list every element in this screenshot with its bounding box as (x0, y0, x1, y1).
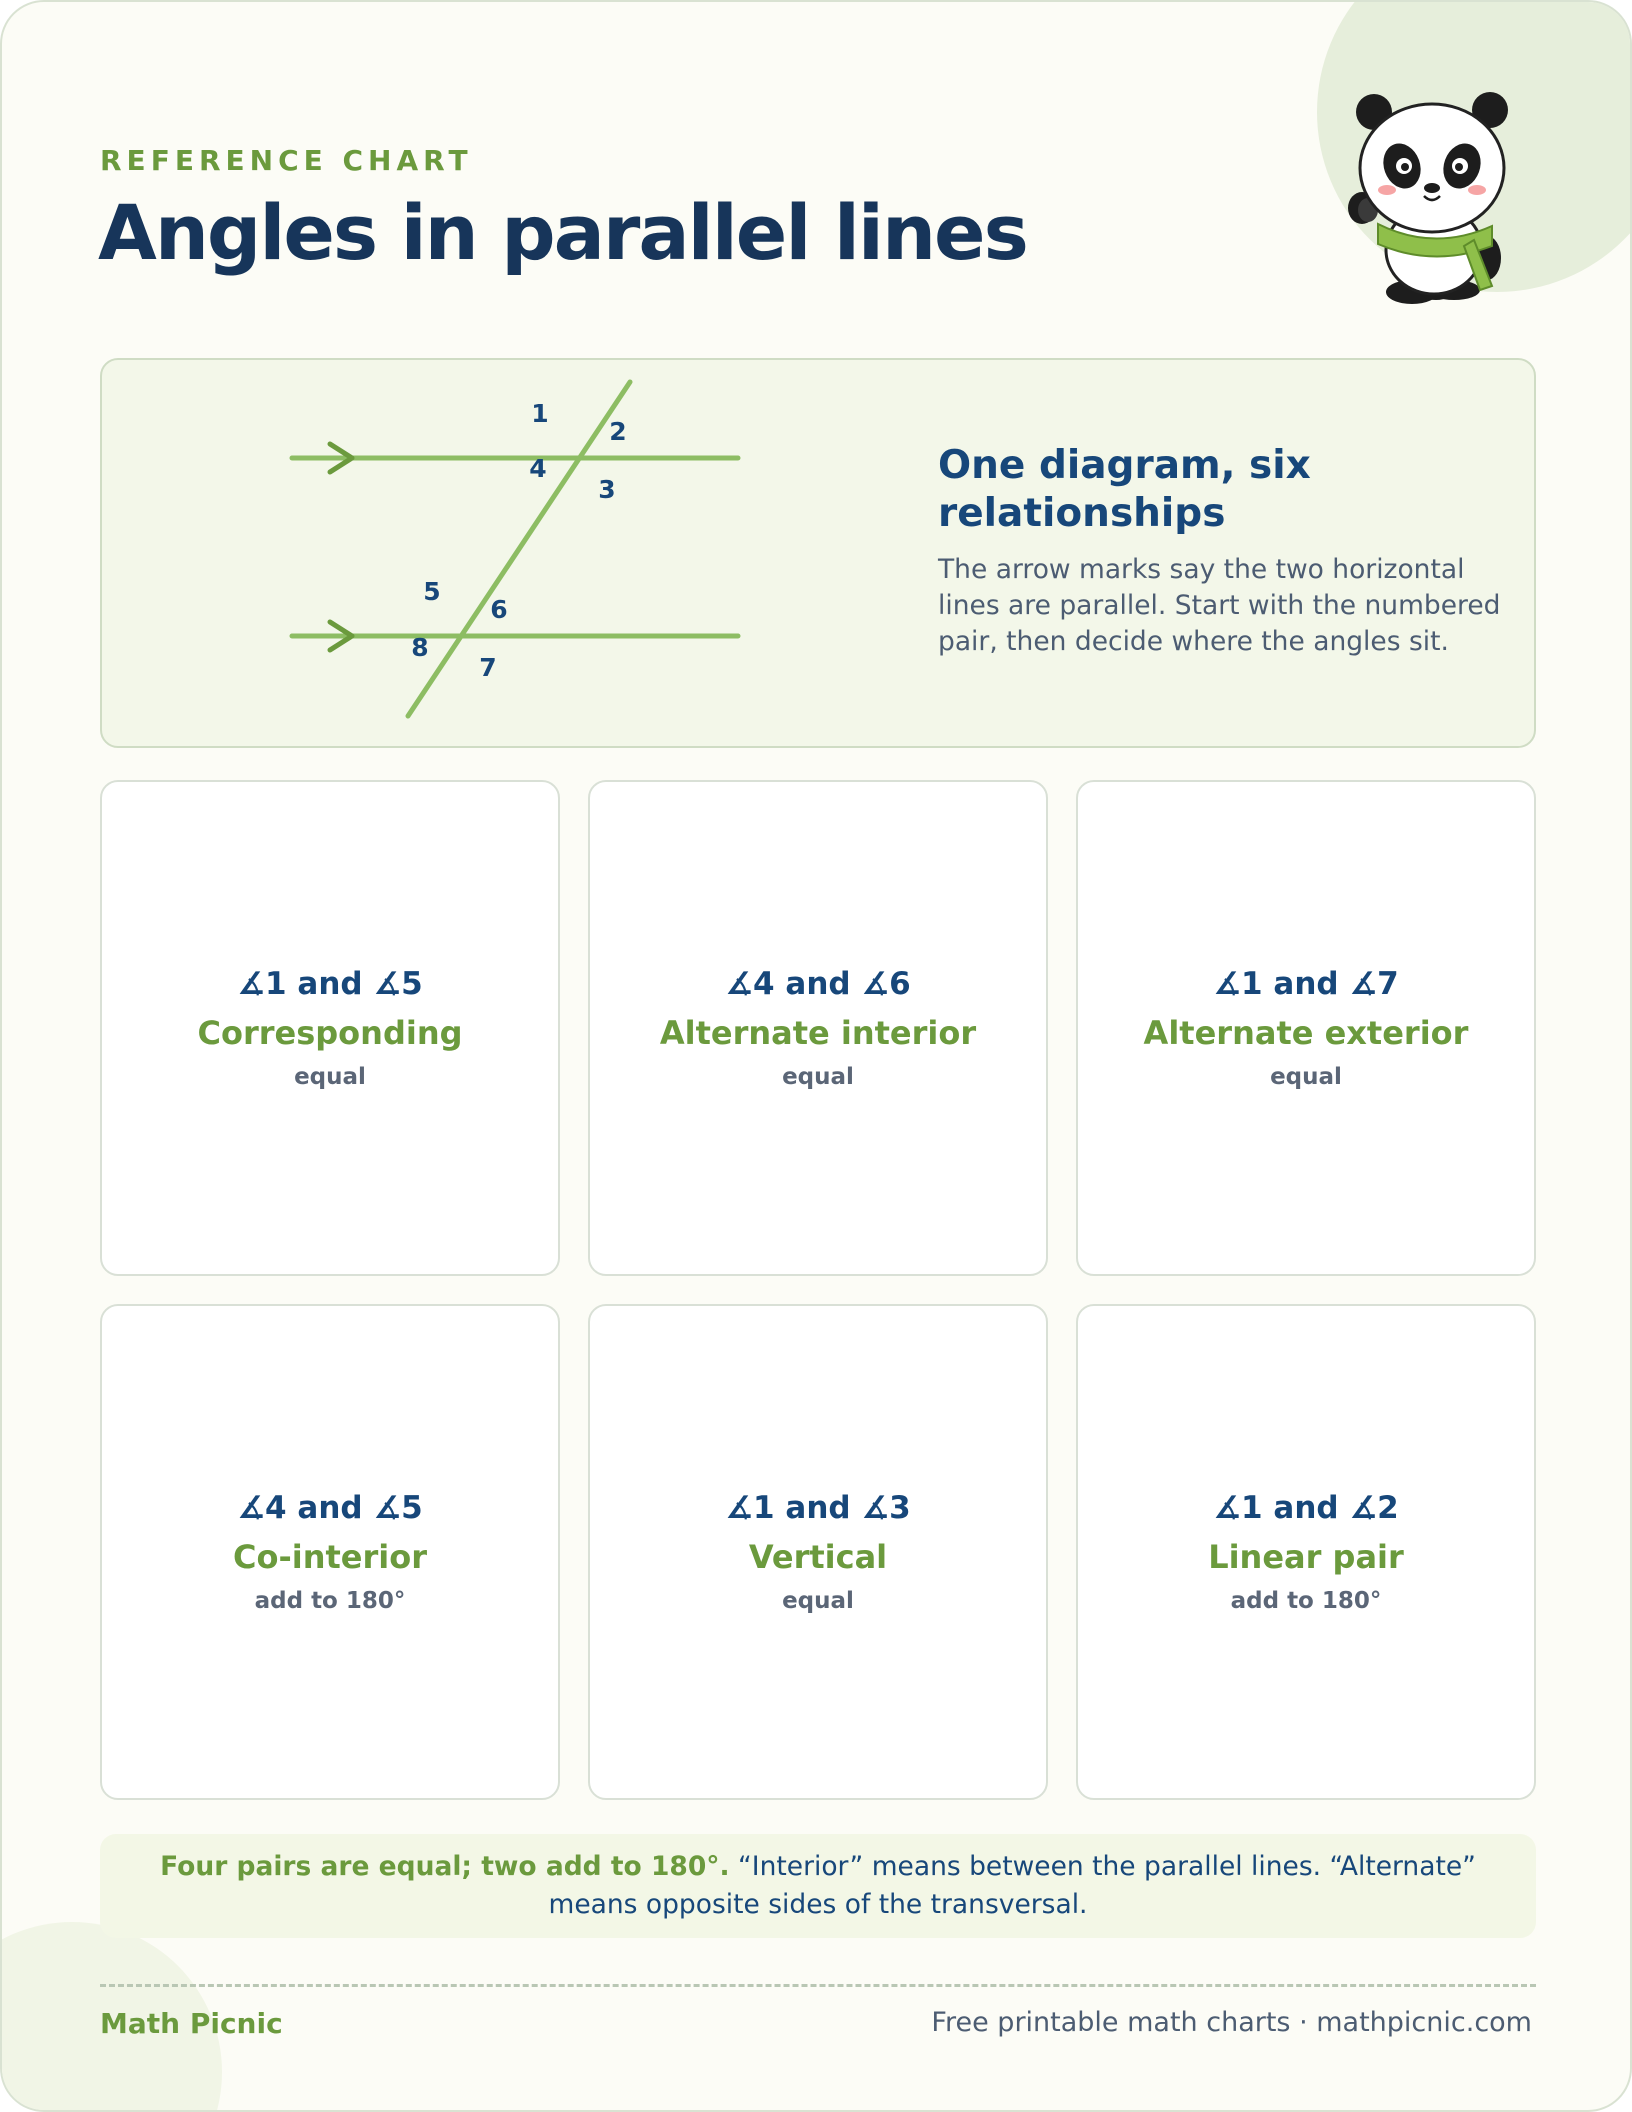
relationship-name: Alternate exterior (1143, 1014, 1469, 1052)
relationship-card-corresponding (100, 780, 560, 1276)
angle-pair: ∡1 and ∡7 (1213, 966, 1399, 1002)
angle-pair: ∡1 and ∡5 (237, 966, 423, 1002)
angle-label-2: 2 (609, 417, 627, 446)
summary-note (100, 1834, 1536, 1938)
relationship-name: Vertical (748, 1538, 888, 1576)
transversal-line (408, 382, 630, 716)
relationship-name: Corresponding (197, 1014, 463, 1052)
relationship-rule: add to 180° (1230, 1588, 1382, 1614)
relationship-rule: equal (294, 1064, 366, 1090)
relationship-rule: equal (1270, 1064, 1342, 1090)
angle-pair: ∡1 and ∡3 (725, 1490, 911, 1526)
relationship-rule: equal (782, 1588, 854, 1614)
angle-label-4: 4 (529, 454, 547, 483)
brand-name: Math Picnic (100, 2007, 283, 2040)
diagram-heading: One diagram, six relationships (938, 443, 1311, 536)
angle-label-8: 8 (411, 633, 429, 662)
relationship-name: Alternate interior (659, 1014, 977, 1052)
page-title: Angles in parallel lines (98, 188, 1027, 277)
relationship-rule: add to 180° (254, 1588, 406, 1614)
relationship-name: Linear pair (1208, 1538, 1404, 1576)
eyebrow-label: REFERENCE CHART (100, 144, 473, 177)
angle-label-7: 7 (479, 653, 497, 682)
angle-pair: ∡1 and ∡2 (1213, 1490, 1399, 1526)
relationship-card-vertical (588, 1304, 1048, 1800)
relationship-card-alternate-exterior (1076, 780, 1536, 1276)
relationship-card-alternate-interior (588, 780, 1048, 1276)
relationship-grid (100, 780, 1536, 1800)
angle-label-5: 5 (423, 577, 441, 606)
relationship-rule: equal (782, 1064, 854, 1090)
angle-label-6: 6 (490, 595, 508, 624)
angle-pair: ∡4 and ∡6 (725, 966, 911, 1002)
panda-mascot-icon (1342, 90, 1512, 330)
summary-note-emphasis: Four pairs are equal; two add to 180°. (160, 1851, 730, 1882)
angle-label-3: 3 (598, 475, 616, 504)
relationship-name: Co-interior (232, 1538, 427, 1576)
angle-label-1: 1 (531, 399, 549, 428)
summary-note-text: “Interior” means between the parallel lines. “Alternate” means opposite sides of the transversal. (548, 1851, 1476, 1920)
angle-pair: ∡4 and ∡5 (237, 1490, 423, 1526)
parallel-lines-diagram (102, 360, 902, 750)
footer-divider (100, 1984, 1536, 1987)
footer-site-text: Free printable math charts · mathpicnic.com (931, 2007, 1532, 2038)
diagram-panel (100, 358, 1536, 748)
relationship-card-co-interior (100, 1304, 560, 1800)
relationship-card-linear-pair (1076, 1304, 1536, 1800)
diagram-description: The arrow marks say the two horizontal lines are parallel. Start with the numbered pair, then decide where the angles sit. (938, 554, 1501, 657)
